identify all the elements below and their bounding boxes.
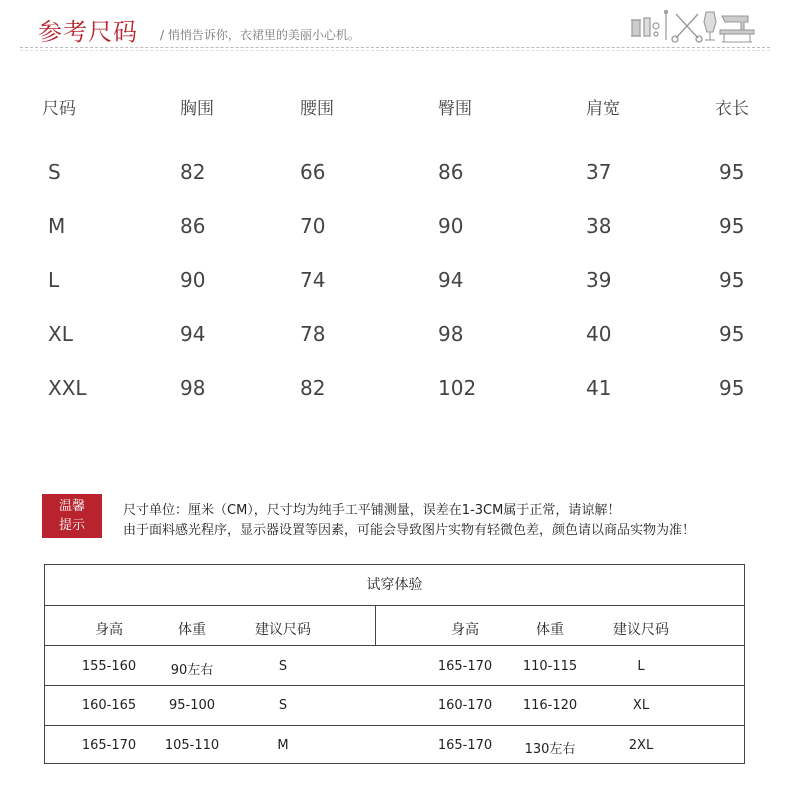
fit-cell: S	[278, 659, 288, 674]
size-value: 41	[586, 376, 612, 400]
size-header-0: 尺码	[42, 99, 76, 119]
fit-header-3: 身高	[451, 622, 479, 638]
fit-header-1: 体重	[178, 622, 206, 638]
size-value: 86	[180, 214, 206, 238]
fit-cell: 165-170	[81, 738, 137, 753]
size-label: XXL	[48, 376, 87, 400]
size-value: 95	[719, 268, 745, 292]
size-value: 90	[180, 268, 206, 292]
size-value: 74	[300, 268, 326, 292]
fit-cell: 130左右	[524, 742, 576, 757]
fit-table-row-divider	[45, 685, 744, 686]
sewing-machine-icon	[720, 16, 754, 42]
page-title: 参考尺码	[38, 18, 138, 46]
size-value: 95	[719, 376, 745, 400]
header-divider	[20, 47, 770, 48]
tip-text-color: 由于面料感光程序，显示器设置等因素，可能会导致图片实物有轻微色差，颜色请以商品实物为准！	[123, 523, 696, 538]
size-value: 40	[586, 322, 612, 346]
size-label: M	[48, 214, 66, 238]
size-value: 86	[438, 160, 464, 184]
fit-cell: S	[278, 698, 288, 713]
fit-table-row-divider	[45, 645, 744, 646]
size-value: 38	[586, 214, 612, 238]
fit-cell: 90左右	[170, 663, 214, 678]
fit-table-row-divider	[45, 605, 744, 606]
size-value: 66	[300, 160, 326, 184]
size-value: 82	[300, 376, 326, 400]
scissors-icon	[672, 14, 702, 42]
size-value: 39	[586, 268, 612, 292]
tip-text-measurement: 尺寸单位：厘米（CM），尺寸均为纯手工平铺测量，误差在1-3CM属于正常，请谅解！	[123, 503, 621, 518]
header-divider-secondary	[20, 50, 770, 51]
fit-header-5: 建议尺码	[613, 622, 669, 638]
size-value: 95	[719, 214, 745, 238]
size-value: 90	[438, 214, 464, 238]
fit-cell: 160-165	[81, 698, 137, 713]
needle-icon	[665, 10, 668, 40]
size-value: 94	[180, 322, 206, 346]
size-label: L	[48, 268, 60, 292]
fit-cell: 165-170	[437, 659, 493, 674]
size-label: XL	[48, 322, 73, 346]
fit-cell: 110-115	[522, 659, 578, 674]
size-value: 82	[180, 160, 206, 184]
fit-header-2: 建议尺码	[255, 622, 311, 638]
tip-badge-line1: 温馨	[58, 499, 85, 514]
fit-table-column-divider	[375, 605, 376, 645]
fit-table-title: 试穿体验	[366, 577, 423, 593]
fit-cell: L	[637, 659, 645, 674]
size-header-4: 肩宽	[586, 99, 620, 119]
page-subtitle: / 悄悄告诉你，衣裙里的美丽小心机。	[160, 28, 360, 42]
tip-badge	[42, 494, 102, 538]
size-value: 98	[180, 376, 206, 400]
fit-cell: 155-160	[81, 659, 137, 674]
fit-cell: 165-170	[437, 738, 493, 753]
size-value: 37	[586, 160, 612, 184]
fit-cell: 105-110	[164, 738, 220, 753]
size-value: 95	[719, 160, 745, 184]
fit-cell: 160-170	[437, 698, 493, 713]
thread-spool-icon	[631, 20, 641, 36]
fit-cell: 116-120	[522, 698, 578, 713]
size-value: 102	[438, 376, 477, 400]
size-header-5: 衣长	[715, 99, 749, 119]
size-value: 95	[719, 322, 745, 346]
fit-experience-table	[44, 564, 745, 764]
size-header-1: 胸围	[180, 99, 214, 119]
fit-header-4: 体重	[536, 622, 564, 638]
size-value: 78	[300, 322, 326, 346]
dress-form-icon	[704, 12, 716, 40]
fit-header-0: 身高	[95, 622, 123, 638]
fit-cell: XL	[632, 698, 650, 713]
size-value: 70	[300, 214, 326, 238]
size-header-2: 腰围	[300, 99, 334, 119]
fit-table-row-divider	[45, 725, 744, 726]
fit-cell: 2XL	[628, 738, 654, 753]
size-header-3: 臀围	[438, 99, 472, 119]
size-value: 98	[438, 322, 464, 346]
fit-cell: M	[277, 738, 289, 753]
size-value: 94	[438, 268, 464, 292]
thread-spool-icon	[644, 18, 659, 36]
fit-cell: 95-100	[168, 698, 216, 713]
sewing-tools-decoration	[630, 6, 760, 44]
tip-badge-line2: 提示	[58, 518, 85, 533]
size-label: S	[48, 160, 61, 184]
